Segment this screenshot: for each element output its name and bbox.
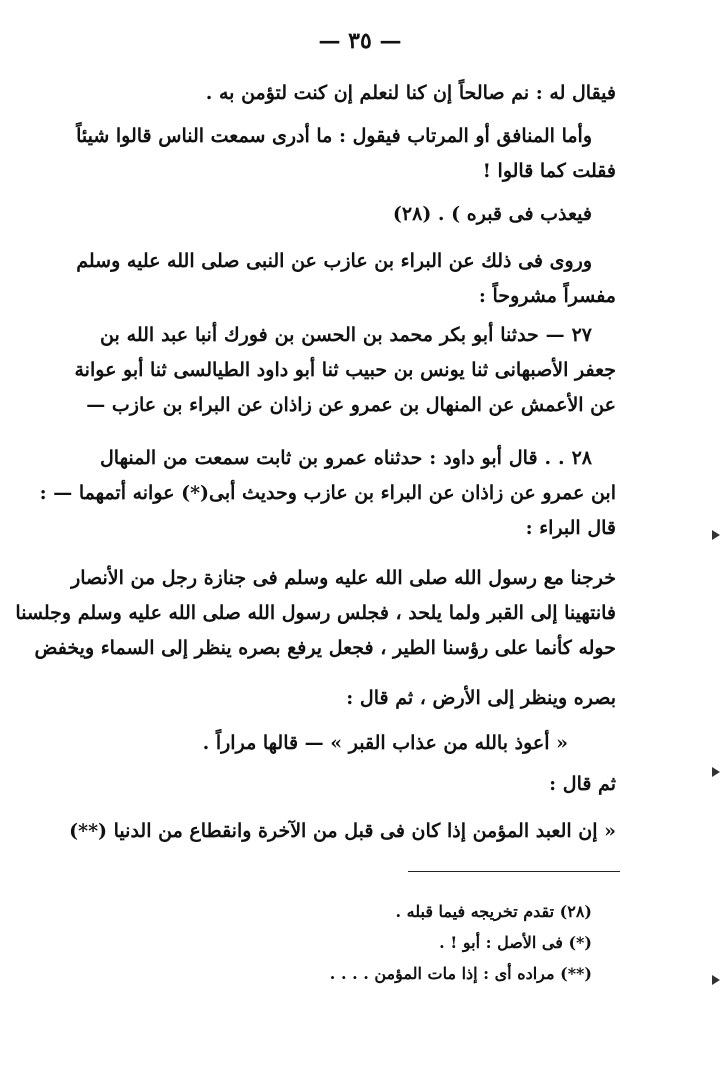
text-line: فانتهينا إلى القبر ولما يلحد ، فجلس رسول الله صلى الله عليه وسلم وجلسنا xyxy=(15,602,616,624)
footnote: (*) فى الأصل : أبو ! . xyxy=(439,933,592,952)
text-line: حوله كأنما على رؤسنا الطير ، فجعل يرفع بصره ينظر إلى السماء ويخفض xyxy=(34,637,616,659)
footnote: (٢٨) تقدم تخريجه فيما قبله . xyxy=(395,902,592,921)
paragraph-9 xyxy=(100,726,616,761)
paragraph-2 xyxy=(76,119,616,189)
scan-edge-mark xyxy=(712,530,720,540)
text-line: ٢٧ — حدثنا أبو بكر محمد بن الحسن بن فورك أنبا عبد الله بن xyxy=(100,324,592,346)
text-line: ثم قال : xyxy=(549,773,616,795)
paragraph-8 xyxy=(100,681,616,716)
paragraph-hadith-27 xyxy=(74,318,616,423)
page-number: — ٣٥ — xyxy=(318,28,402,54)
paragraph-narration xyxy=(15,561,616,666)
text-line: « إن العبد المؤمن إذا كان فى قبل من الآخرة وانقطاع من الدنيا (**) xyxy=(69,820,616,842)
text-line: بصره وينظر إلى الأرض ، ثم قال : xyxy=(346,687,616,709)
paragraph-hadith-28 xyxy=(39,441,616,546)
scan-edge-mark xyxy=(712,975,720,985)
text-line: ابن عمرو عن زاذان عن البراء بن عازب وحديث أبى(*) عوانه أتمهما — : xyxy=(39,482,616,504)
text-line: « أعوذ بالله من عذاب القبر » — قالها مراراً . xyxy=(202,732,568,754)
paragraph-1 xyxy=(100,76,616,111)
footnotes xyxy=(292,896,592,989)
footnote-divider xyxy=(408,871,620,872)
text-line: جعفر الأصبهانى ثنا يونس بن حبيب ثنا أبو داود الطيالسى ثنا أبو عوانة xyxy=(74,359,616,381)
paragraph-3 xyxy=(100,197,616,232)
footnote: (**) مراده أى : إذا مات المؤمن . . . . xyxy=(329,964,592,983)
text-line: فيقال له : نم صالحاً إن كنا لنعلم إن كنت لتؤمن به . xyxy=(205,82,616,104)
paragraph-10 xyxy=(100,767,616,802)
text-line: وروى فى ذلك عن البراء بن عازب عن النبى صلى الله عليه وسلم xyxy=(76,250,592,272)
paragraph-4 xyxy=(76,244,616,314)
text-line: قال البراء : xyxy=(525,517,616,539)
text-line: وأما المنافق أو المرتاب فيقول : ما أدرى سمعت الناس قالوا شيئاً xyxy=(76,125,592,147)
text-line: خرجنا مع رسول الله صلى الله عليه وسلم فى جنازة رجل من الأنصار xyxy=(71,567,616,589)
text-line: فيعذب فى قبره ) . (٢٨) xyxy=(392,203,592,225)
paragraph-11 xyxy=(69,814,616,849)
text-line: عن الأعمش عن المنهال بن عمرو عن زاذان عن البراء بن عازب — xyxy=(86,394,616,416)
scan-edge-mark xyxy=(712,767,720,777)
text-line: ٢٨ . . قال أبو داود : حدثناه عمرو بن ثابت سمعت من المنهال xyxy=(100,447,592,469)
text-line: فقلت كما قالوا ! xyxy=(482,160,616,182)
text-line: مفسراً مشروحاً : xyxy=(478,285,616,307)
